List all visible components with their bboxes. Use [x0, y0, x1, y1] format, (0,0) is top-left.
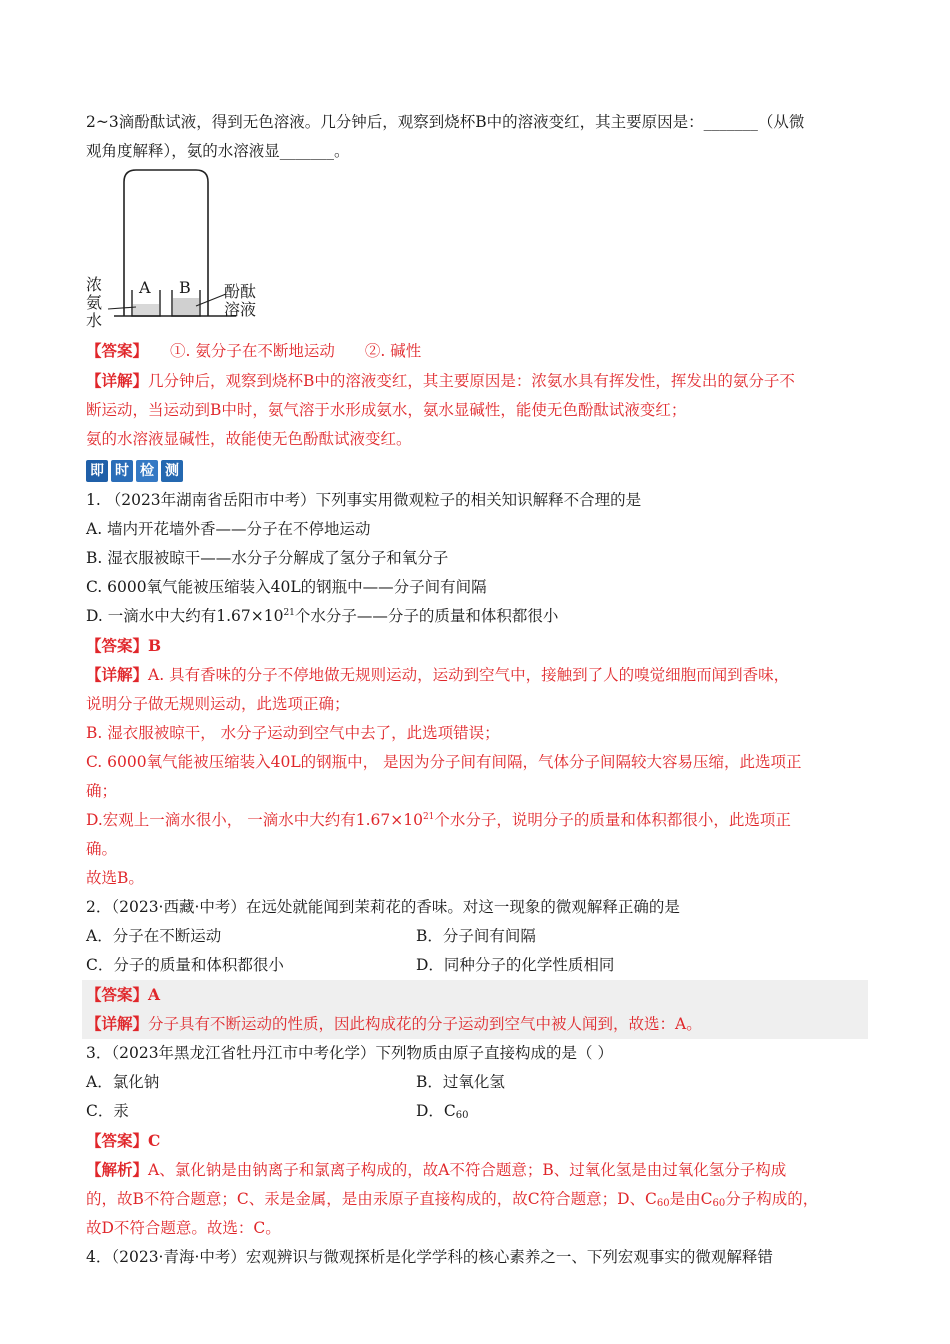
- q1-option-b: B. 湿衣服被晾干——水分子分解成了氢分子和氧分子: [86, 549, 449, 567]
- q3-options-row-2: [86, 1097, 866, 1126]
- badge-3: 检: [136, 460, 158, 482]
- badge-2: 时: [111, 460, 133, 482]
- intro-line-2: 观角度解释），氨的水溶液显_______。: [86, 142, 350, 160]
- intro-line-1: 2~3滴酚酞试液，得到无色溶液。几分钟后，观察到烧杯B中的溶液变红，其主要原因是：_______（从微: [86, 113, 805, 131]
- q1-detail-a1: 【详解】A. 具有香味的分子不停地做无规则运动，运动到空气中，接触到了人的嗅觉细胞而闻到香味，: [86, 665, 790, 684]
- q2-option-b: B．分子间有间隔: [416, 927, 536, 945]
- q2-option-c: C．分子的质量和体积都很小: [86, 956, 284, 974]
- q2-option-a: A．分子在不断运动: [86, 927, 222, 945]
- q2-detail: 【详解】分子具有不断运动的性质，因此构成花的分子运动到空气中被人闻到，故选：A。: [86, 1014, 702, 1033]
- beaker-b-liquid: [173, 298, 199, 315]
- q2-stem: 2．（2023·西藏·中考）在远处就能闻到茉莉花的香味。对这一现象的微观解释正确的是: [86, 898, 680, 916]
- q1-detail-a2: 说明分子做无规则运动，此选项正确；: [86, 695, 350, 713]
- q1-detail-b: B. 湿衣服被晾干， 水分子运动到空气中去了，此选项错误；: [86, 724, 500, 742]
- badge-1: 即: [86, 460, 108, 482]
- bell-jar: [124, 170, 208, 316]
- q2-option-d: D．同种分子的化学性质相同: [416, 956, 615, 974]
- q2-options-row-1: [86, 922, 866, 951]
- q1-conclusion: 故选B。: [86, 869, 144, 887]
- q3-stem: 3．（2023年黑龙江省牡丹江市中考化学）下列物质由原子直接构成的是（ ）: [86, 1044, 613, 1062]
- q4-stem: 4．（2023·青海·中考）宏观辨识与微观探析是化学学科的核心素养之一、下列宏观事实的微观解释错: [86, 1248, 773, 1266]
- document-page: [86, 108, 866, 1272]
- section-badges: [86, 460, 866, 482]
- label-phenolphthalein: 酚酞 溶液: [224, 282, 257, 319]
- q3-option-d: D．$C_{60}$: [416, 1102, 469, 1121]
- q1-detail-c2: 确；: [86, 782, 118, 800]
- q3-option-b: B．过氧化氢: [416, 1073, 505, 1091]
- q3-options-row-1: [86, 1068, 866, 1097]
- q1-detail-d1: D.宏观上一滴水很小， 一滴水中大约有$1.67\times 10^{21}$个水分子，说明分子的质量和体积都很小，此选项正: [86, 811, 791, 829]
- q1-answer: 【答案】B: [86, 636, 162, 655]
- q3-answer: 【答案】C: [86, 1131, 161, 1150]
- q1-stem: 1. （2023年湖南省岳阳市中考）下列事实用微观粒子的相关知识解释不合理的是: [86, 491, 642, 509]
- label-beaker-b: B: [179, 278, 191, 297]
- q0-detail-3: 氨的水溶液显碱性，故能使无色酚酞试液变红。: [86, 430, 412, 448]
- q2-answer: 【答案】A: [86, 985, 161, 1004]
- q3-detail-2: 的，故B不符合题意；C、汞是金属，是由汞原子直接构成的，故C符合题意；D、$C_{60}$是由$C_{60}$分子构成的，: [86, 1190, 819, 1209]
- q1-option-c: C. 6000氧气能被压缩装入40L的钢瓶中——分子间有间隔: [86, 578, 487, 596]
- experiment-figure: [86, 166, 286, 336]
- q3-option-a: A．氯化钠: [86, 1073, 160, 1091]
- label-beaker-a: A: [139, 278, 151, 297]
- q1-option-a: A. 墙内开花墙外香——分子在不停地运动: [86, 520, 371, 538]
- badge-4: 测: [161, 460, 183, 482]
- label-conc-ammonia: 浓 氨 水: [86, 275, 103, 330]
- q3-detail-3: 故D不符合题意。故选：C。: [86, 1219, 281, 1237]
- q0-detail-2: 断运动，当运动到B中时，氨气溶于水形成氨水，氨水显碱性，能使无色酚酞试液变红；: [86, 401, 687, 419]
- q2-options-row-2: [86, 951, 866, 980]
- q0-answer: 【答案】 ①. 氨分子在不断地运动 ②. 碱性: [86, 341, 422, 360]
- q1-detail-d2: 确。: [86, 840, 118, 858]
- q3-option-c: C．汞: [86, 1102, 129, 1120]
- q1-detail-c1: C. 6000氧气能被压缩装入40L的钢瓶中， 是因为分子间有间隔，气体分子间隔较大容易压缩，此选项正: [86, 753, 802, 771]
- q2-answer-block: [82, 980, 868, 1039]
- beaker-a-liquid: [133, 304, 159, 315]
- q0-detail-1: 【详解】几分钟后，观察到烧杯B中的溶液变红，其主要原因是：浓氨水具有挥发性，挥发出的氨分子不: [86, 371, 795, 390]
- q1-option-d: D. 一滴水中大约有$1.67\times 10^{21}$个水分子——分子的质量和体积都很小: [86, 607, 559, 625]
- q3-detail-1: 【解析】A、氯化钠是由钠离子和氯离子构成的，故A不符合题意；B、过氧化氢是由过氧化氢分子构成: [86, 1160, 787, 1179]
